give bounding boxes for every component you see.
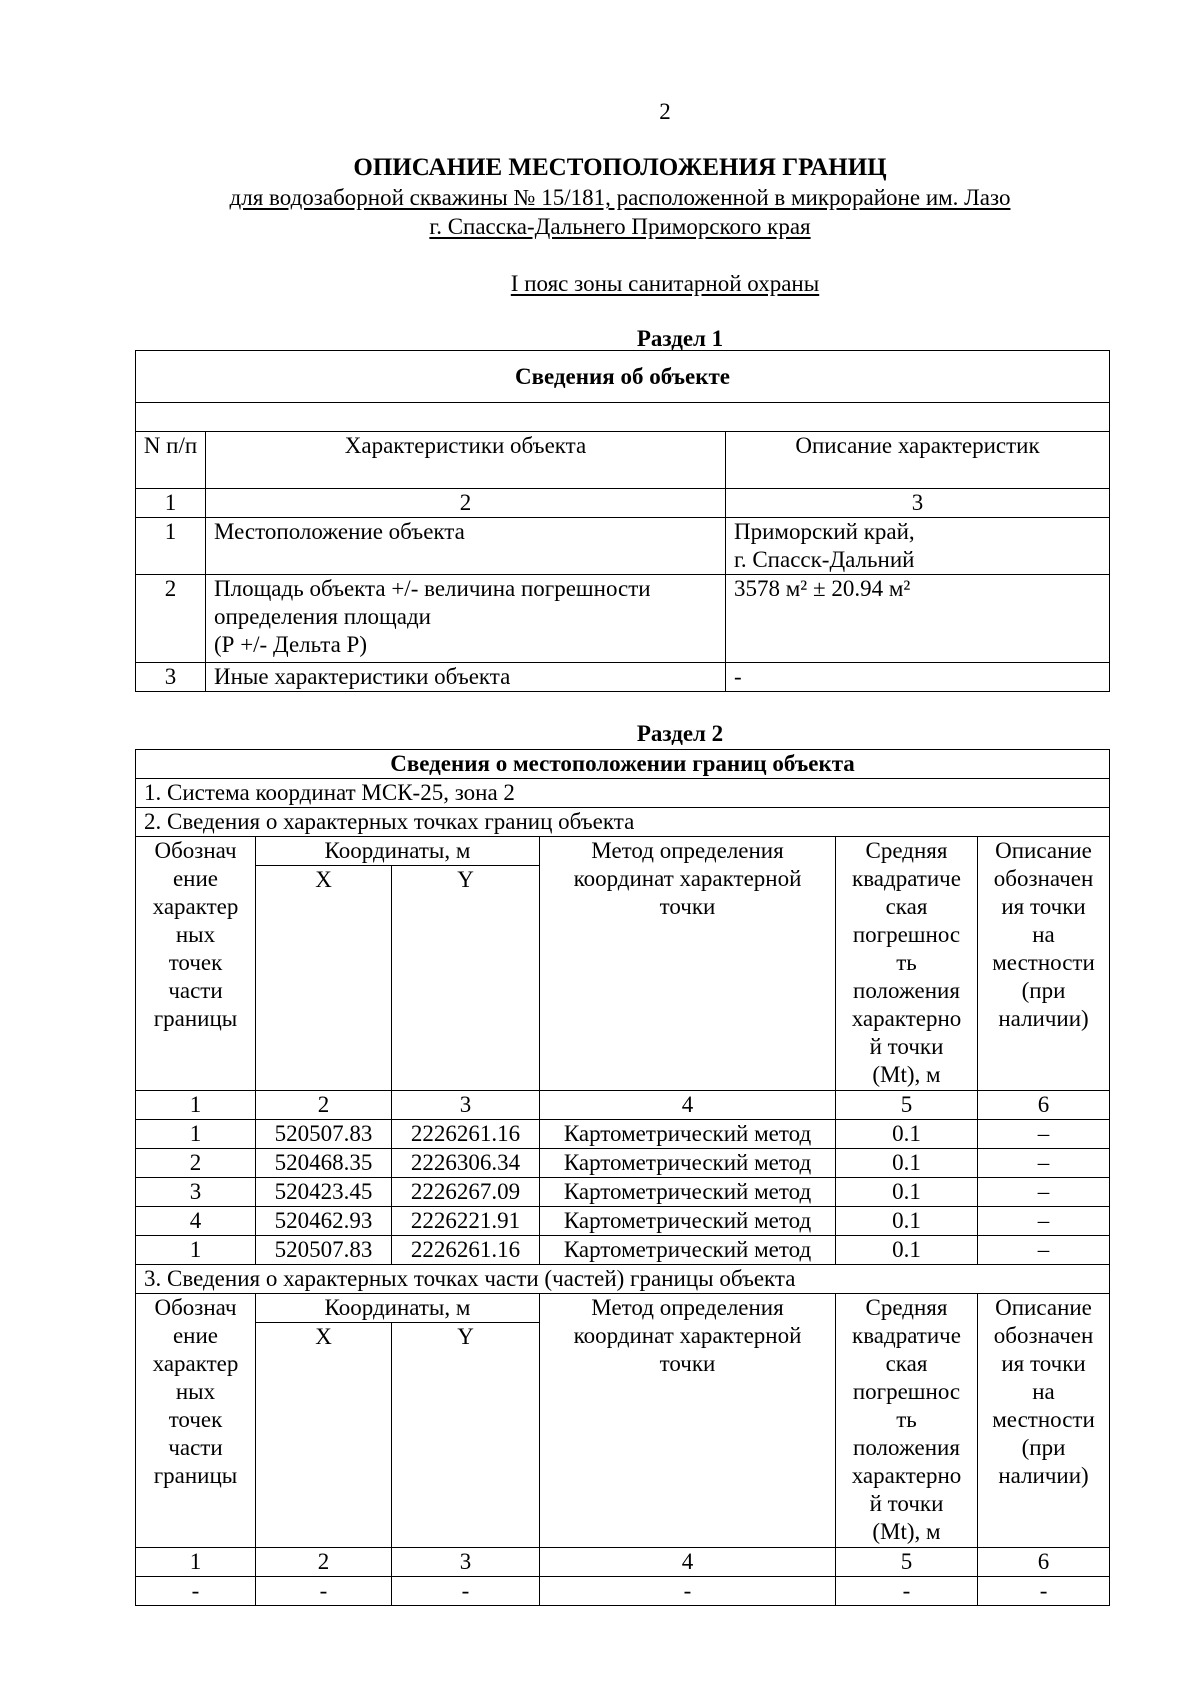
- header-line: точек: [168, 950, 223, 975]
- point-id: 1: [136, 1236, 256, 1265]
- col-number: 1: [136, 1091, 256, 1120]
- object-info-table: [135, 350, 1110, 692]
- row-name: Местоположение объекта: [206, 518, 726, 575]
- point-method: Картометрический метод: [540, 1236, 836, 1265]
- table-row: [136, 1120, 1110, 1149]
- row-name: Иные характеристики объекта: [206, 663, 726, 692]
- header-line: Средняя: [865, 1295, 948, 1320]
- header-line: й точки: [869, 1034, 944, 1059]
- table-row: [136, 663, 1110, 692]
- header-line: положения: [853, 1435, 960, 1460]
- point-id: 2: [136, 1149, 256, 1178]
- point-id: 4: [136, 1207, 256, 1236]
- header-coords: Координаты, м: [256, 837, 540, 866]
- header-line: местности: [992, 1407, 1095, 1432]
- col-header-n: N п/п: [136, 432, 206, 489]
- row-value: [726, 518, 1110, 575]
- point-mt: 0.1: [836, 1236, 978, 1265]
- row-value-line: Приморский край,: [734, 519, 915, 544]
- point-x: 520423.45: [256, 1178, 392, 1207]
- header-line: наличии): [998, 1463, 1089, 1488]
- zone-title: I пояс зоны санитарной охраны: [510, 271, 820, 296]
- header-x: X: [256, 866, 392, 1091]
- header-line: ных: [175, 1379, 216, 1404]
- header-line: характерно: [851, 1463, 962, 1488]
- point-method: Картометрический метод: [540, 1149, 836, 1178]
- col-number: 2: [256, 1091, 392, 1120]
- header-line: ская: [885, 1351, 928, 1376]
- point-y: 2226261.16: [392, 1120, 540, 1149]
- point-desc: –: [978, 1149, 1110, 1178]
- col-number: 4: [540, 1091, 836, 1120]
- point-x: 520462.93: [256, 1207, 392, 1236]
- table-row: [136, 1207, 1110, 1236]
- point-y: 2226221.91: [392, 1207, 540, 1236]
- row-value: 3578 м² ± 20.94 м²: [726, 575, 1110, 663]
- header-line: ение: [172, 866, 219, 891]
- section2-table-title: Сведения о местоположении границ объекта: [136, 750, 1110, 779]
- row-number: 2: [136, 575, 206, 663]
- point-y: 2226306.34: [392, 1149, 540, 1178]
- header-line: ская: [885, 894, 928, 919]
- header-line: границы: [153, 1006, 238, 1031]
- points-title: 2. Сведения о характерных точках границ объекта: [136, 808, 1110, 837]
- point-desc: –: [978, 1178, 1110, 1207]
- row-name-line: (Р +/- Дельта Р): [214, 632, 367, 657]
- point-mt: 0.1: [836, 1149, 978, 1178]
- header-designation: [136, 1294, 256, 1548]
- row-value-line: г. Спасск-Дальний: [734, 547, 915, 572]
- header-line: Описание: [995, 838, 1092, 863]
- header-line: квадратиче: [852, 866, 961, 891]
- header-error: [836, 1294, 978, 1548]
- point-method: Картометрический метод: [540, 1120, 836, 1149]
- header-line: ение: [172, 1323, 219, 1348]
- header-y: Y: [392, 866, 540, 1091]
- part-cell: -: [392, 1577, 540, 1606]
- point-y: 2226261.16: [392, 1236, 540, 1265]
- col-number: 4: [540, 1548, 836, 1577]
- row-number: 3: [136, 663, 206, 692]
- header-method: [540, 1294, 836, 1548]
- header-line: точки: [659, 894, 716, 919]
- point-x: 520507.83: [256, 1120, 392, 1149]
- col-number: 1: [136, 489, 206, 518]
- header-line: на: [1032, 1379, 1055, 1404]
- header-line: Метод определения: [591, 1295, 784, 1320]
- header-line: на: [1032, 922, 1055, 947]
- header-line: положения: [853, 978, 960, 1003]
- col-header-characteristics: Характеристики объекта: [206, 432, 726, 489]
- header-line: Описание: [995, 1295, 1092, 1320]
- header-line: обозначен: [993, 1323, 1094, 1348]
- subtitle-line2: г. Спасска-Дальнего Приморского края: [429, 214, 811, 239]
- page-number: 2: [659, 99, 671, 124]
- point-mt: 0.1: [836, 1207, 978, 1236]
- header-line: ть: [896, 1407, 917, 1432]
- section1-heading: Раздел 1: [636, 326, 724, 351]
- header-line: характер: [152, 894, 239, 919]
- col-number: 2: [256, 1548, 392, 1577]
- table-row: [136, 1178, 1110, 1207]
- header-method: [540, 837, 836, 1091]
- point-x: 520507.83: [256, 1236, 392, 1265]
- header-description: [978, 837, 1110, 1091]
- header-line: Средняя: [865, 838, 948, 863]
- point-x: 520468.35: [256, 1149, 392, 1178]
- col-number: 1: [136, 1548, 256, 1577]
- point-desc: –: [978, 1236, 1110, 1265]
- header-line: точки: [659, 1351, 716, 1376]
- row-name: [206, 575, 726, 663]
- header-line: Обознач: [154, 1295, 237, 1320]
- document-title: ОПИСАНИЕ МЕСТОПОЛОЖЕНИЯ ГРАНИЦ: [353, 154, 887, 181]
- section2-heading: Раздел 2: [636, 721, 724, 746]
- header-designation: [136, 837, 256, 1091]
- header-line: точек: [168, 1407, 223, 1432]
- header-line: местности: [992, 950, 1095, 975]
- part-cell: -: [136, 1577, 256, 1606]
- part-cell: -: [540, 1577, 836, 1606]
- header-line: погрешнос: [852, 922, 961, 947]
- header-line: ть: [896, 950, 917, 975]
- point-id: 3: [136, 1178, 256, 1207]
- col-number: 3: [392, 1091, 540, 1120]
- header-line: квадратиче: [852, 1323, 961, 1348]
- header-error: [836, 837, 978, 1091]
- header-line: ия точки: [1001, 894, 1086, 919]
- point-y: 2226267.09: [392, 1178, 540, 1207]
- header-line: координат характерной: [573, 866, 802, 891]
- header-line: й точки: [869, 1491, 944, 1516]
- col-number: 5: [836, 1091, 978, 1120]
- col-number: 2: [206, 489, 726, 518]
- header-line: (при: [1021, 978, 1066, 1003]
- point-method: Картометрический метод: [540, 1178, 836, 1207]
- table-row: [136, 1577, 1110, 1606]
- header-line: координат характерной: [573, 1323, 802, 1348]
- row-value: -: [726, 663, 1110, 692]
- col-number: 5: [836, 1548, 978, 1577]
- col-header-description: Описание характеристик: [726, 432, 1110, 489]
- boundary-table: [135, 749, 1110, 1606]
- table-title: Сведения об объекте: [136, 351, 1110, 403]
- header-line: Обознач: [154, 838, 237, 863]
- header-line: части: [168, 1435, 223, 1460]
- part-cell: -: [978, 1577, 1110, 1606]
- col-number-row: [136, 1091, 1110, 1120]
- header-y: Y: [392, 1323, 540, 1548]
- row-name-line: Площадь объекта +/- величина погрешности: [214, 576, 651, 601]
- point-mt: 0.1: [836, 1120, 978, 1149]
- empty-row: [136, 403, 1110, 432]
- row-number: 1: [136, 518, 206, 575]
- row-name-line: определения площади: [214, 604, 431, 629]
- part-cell: -: [256, 1577, 392, 1606]
- point-desc: –: [978, 1207, 1110, 1236]
- col-number-row: [136, 1548, 1110, 1577]
- header-description: [978, 1294, 1110, 1548]
- header-line: погрешнос: [852, 1379, 961, 1404]
- header-line: границы: [153, 1463, 238, 1488]
- header-line: обозначен: [993, 866, 1094, 891]
- col-number: 6: [978, 1091, 1110, 1120]
- point-desc: –: [978, 1120, 1110, 1149]
- header-line: характер: [152, 1351, 239, 1376]
- header-line: (Mt), м: [872, 1062, 941, 1087]
- table-row: [136, 1236, 1110, 1265]
- col-number: 3: [392, 1548, 540, 1577]
- parts-title: 3. Сведения о характерных точках части (частей) границы объекта: [136, 1265, 1110, 1294]
- point-mt: 0.1: [836, 1178, 978, 1207]
- table-row: [136, 1149, 1110, 1178]
- coord-system: 1. Система координат МСК-25, зона 2: [136, 779, 1110, 808]
- point-method: Картометрический метод: [540, 1207, 836, 1236]
- header-line: характерно: [851, 1006, 962, 1031]
- header-line: (Mt), м: [872, 1519, 941, 1544]
- header-line: ных: [175, 922, 216, 947]
- table-row: [136, 518, 1110, 575]
- subtitle-line1: для водозаборной скважины № 15/181, расположенной в микрорайоне им. Лазо: [229, 185, 1011, 210]
- col-number: 3: [726, 489, 1110, 518]
- table-row: [136, 575, 1110, 663]
- header-line: наличии): [998, 1006, 1089, 1031]
- header-line: (при: [1021, 1435, 1066, 1460]
- part-cell: -: [836, 1577, 978, 1606]
- header-x: X: [256, 1323, 392, 1548]
- header-line: ия точки: [1001, 1351, 1086, 1376]
- header-line: Метод определения: [591, 838, 784, 863]
- header-line: части: [168, 978, 223, 1003]
- col-number: 6: [978, 1548, 1110, 1577]
- point-id: 1: [136, 1120, 256, 1149]
- header-coords: Координаты, м: [256, 1294, 540, 1323]
